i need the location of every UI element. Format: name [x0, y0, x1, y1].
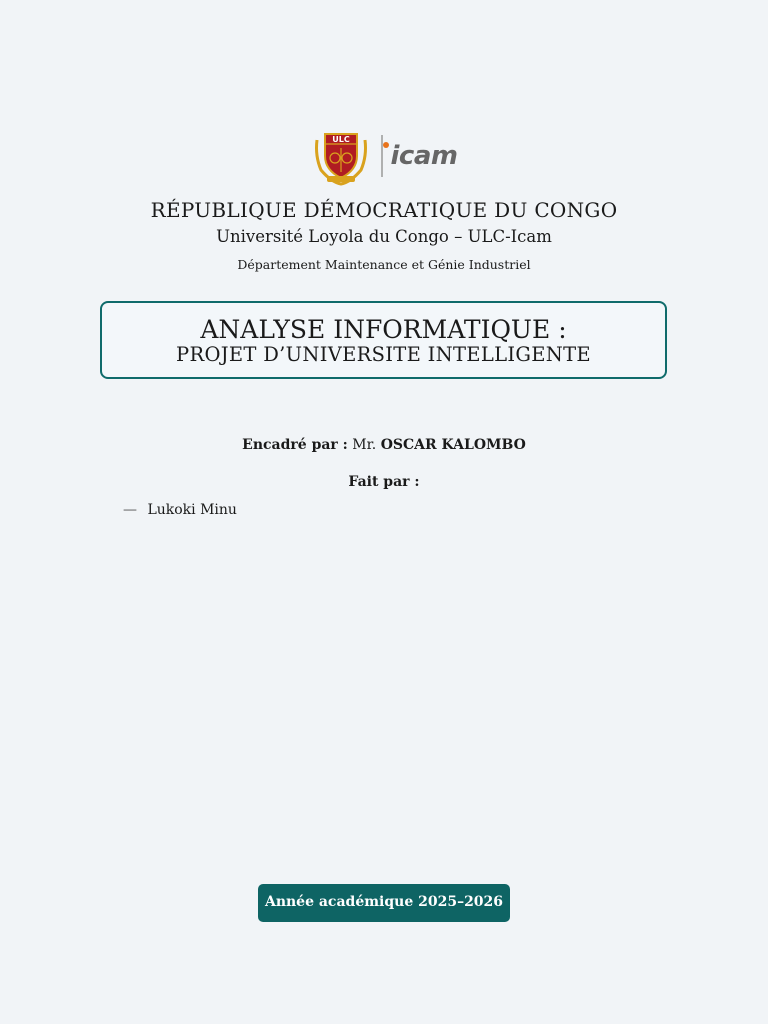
document-title: ANALYSE INFORMATIQUE :	[200, 315, 567, 344]
list-marker: —	[123, 502, 137, 518]
department-name: Département Maintenance et Génie Industriel	[237, 257, 531, 272]
icam-logo	[375, 131, 458, 181]
seal-lettering: ULC	[331, 135, 350, 144]
document-subtitle: PROJET D’UNIVERSITE INTELLIGENTE	[176, 343, 591, 366]
authors-list	[123, 500, 237, 520]
supervisor-line	[0, 437, 768, 453]
logo-row	[0, 126, 768, 186]
institution-header	[0, 196, 768, 274]
academic-year-badge: Année académique 2025–2026	[258, 884, 510, 922]
supervisor-name: OSCAR KALOMBO	[380, 437, 526, 453]
supervisor-prefix: Mr.	[352, 437, 377, 453]
list-item	[123, 500, 237, 520]
ulc-seal-logo	[311, 126, 371, 186]
icam-wordmark: icam	[390, 141, 458, 171]
university-name: Université Loyola du Congo – ULC-Icam	[216, 227, 552, 246]
supervisor-label: Encadré par :	[242, 437, 348, 453]
icam-mark-icon	[375, 131, 389, 181]
author-name: Lukoki Minu	[147, 502, 237, 518]
title-box	[100, 301, 667, 379]
authors-label: Fait par :	[348, 474, 420, 490]
country-name: RÉPUBLIQUE DÉMOCRATIQUE DU CONGO	[150, 198, 618, 222]
